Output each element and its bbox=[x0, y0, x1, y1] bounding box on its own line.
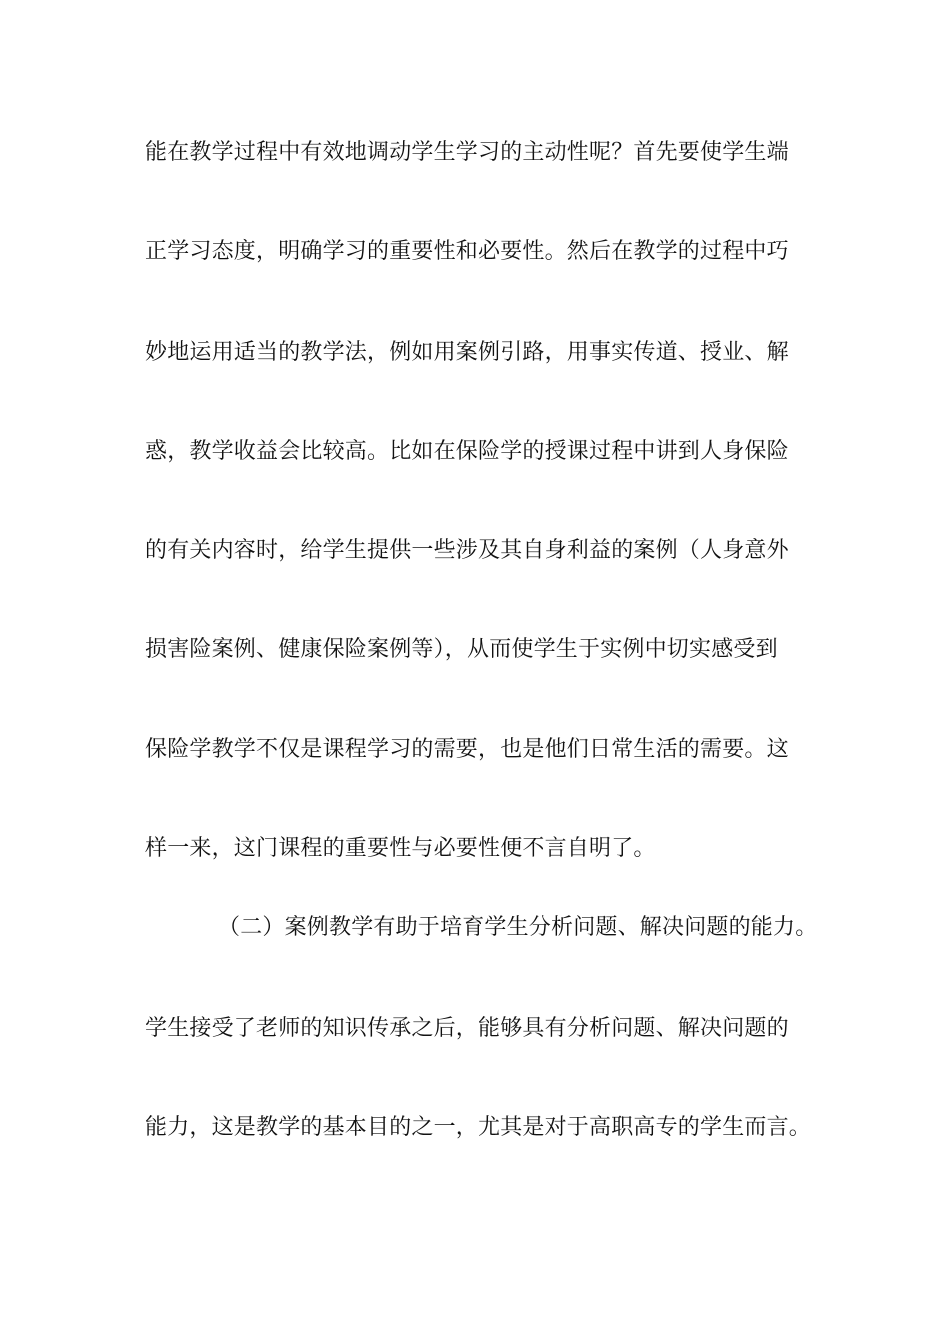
paragraph-line: 的有关内容时，给学生提供一些涉及其自身利益的案例（人身意外 bbox=[145, 538, 789, 563]
section-heading: （二）案例教学有助于培育学生分析问题、解决问题的能力。 bbox=[218, 915, 818, 940]
paragraph-line: 正学习态度，明确学习的重要性和必要性。然后在教学的过程中巧 bbox=[145, 239, 789, 264]
paragraph-line: 惑，教学收益会比较高。比如在保险学的授课过程中讲到人身保险 bbox=[145, 439, 789, 464]
paragraph-line: 样一来，这门课程的重要性与必要性便不言自明了。 bbox=[145, 836, 656, 861]
paragraph-line: 保险学教学不仅是课程学习的需要，也是他们日常生活的需要。这 bbox=[145, 737, 789, 762]
paragraph-line: 能在教学过程中有效地调动学生学习的主动性呢？首先要使学生端 bbox=[145, 140, 789, 165]
paragraph-line: 能力，这是教学的基本目的之一，尤其是对于高职高专的学生而言。 bbox=[145, 1115, 812, 1140]
paragraph-line: 妙地运用适当的教学法，例如用案例引路，用事实传道、授业、解 bbox=[145, 340, 789, 365]
paragraph-line: 学生接受了老师的知识传承之后，能够具有分析问题、解决问题的 bbox=[145, 1016, 789, 1041]
paragraph-line: 损害险案例、健康保险案例等），从而使学生于实例中切实感受到 bbox=[145, 637, 778, 662]
